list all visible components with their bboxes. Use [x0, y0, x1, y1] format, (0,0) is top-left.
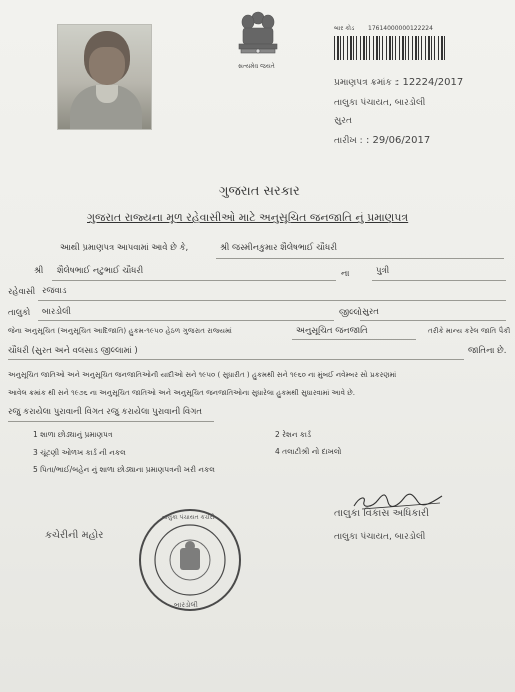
document-item: 3 ચૂંટણી ઓળખ કાર્ડ ની નકલ — [33, 448, 126, 457]
national-emblem-icon — [233, 6, 283, 70]
document-item: 2 રેશન કાર્ડ — [275, 430, 312, 439]
category-value: અનુસૂચિત જનજાતિ — [296, 326, 368, 336]
barcode — [334, 36, 446, 60]
office-seal-label: કચેરીની મહોર — [45, 530, 104, 541]
document-item: 5 પિતા/ભાઈ/બહેન નું શાળા છોડ્યાના પ્રમાણપત્રની ખરી નકલ — [33, 465, 215, 474]
para-line-2: આવેલ ક્રમાંક થી સને ૧૯૭૬ ના અનુસૂચિત જાતિઓ અને અનુસૂચિત જનજાતિઓના સુધારેલા હુકમથી સુધારવામાં આવે છે. — [8, 388, 355, 397]
village-label: રહેવાસી — [8, 287, 36, 297]
seal-top-text: તાલુકા પંચાયત કચેરી — [162, 514, 215, 521]
district-value: સુરત — [362, 307, 379, 317]
caste-value: ચૌધરી (સુરત અને વલસાડ જીલ્લામાં ) — [8, 346, 138, 356]
applicant-photo — [57, 24, 152, 130]
date-value: : 29/06/2017 — [366, 135, 431, 146]
date-label: તારીખ : — [334, 136, 363, 146]
shri-label: શ્રી — [34, 266, 44, 276]
relation-value: પુત્રી — [376, 266, 390, 276]
cert-no-label: પ્રમાણપત્ર ક્રમાંક : — [334, 78, 398, 88]
page-title: ગુજરાત સરકાર — [219, 184, 300, 199]
cert-no-value: : 12224/2017 — [396, 77, 464, 88]
intro-label: આથી પ્રમાણપત્ર આપવામાં આવે છે કે, — [60, 243, 189, 253]
father-name: શૈલેષભાઈ નટુભાઈ ચૌધરી — [57, 266, 144, 276]
officer-title: તાલુકા વિકાસ અધિકારી — [334, 508, 429, 519]
recognized-text: તરીકે માન્ય કરેલ જાતિ પૈકી — [428, 326, 511, 335]
para-line-1: અનુસૂચિત જાતિઓ અને અનુસૂચિત જનજાતિઓની યાદીઓ સને ૧૯૫૦ ( સુધારીત ) હુકમથી સને ૧૯૬૦ ના મુંબઈ નવેમ્બર સો પ્રકરણમાં — [8, 370, 397, 379]
office-seal-icon — [136, 506, 244, 614]
header-office: તાલુકા પંચાયત, બારડોલી — [334, 98, 426, 108]
taluka-value: બારડોલી — [42, 307, 71, 317]
emblem-motto: સત્યમેવ જયતે — [238, 63, 275, 70]
officer-office: તાલુકા પંચાયત, બારડોલી — [334, 532, 426, 542]
act-text: જેના અનુસૂચિત (અનુસૂચિત આદિજાતિ) હુકમ-૧૯૫૦ હેઠળ ગુજરાત રાજ્યમાં — [8, 326, 232, 335]
header-place: સુરત — [334, 116, 352, 126]
village-value: રજવાડ — [42, 286, 67, 296]
page-subtitle: ગુજરાત રાજ્યના મૂળ રહેવાસીઓ માટે અનુસૂચિત જનજાતિ નું પ્રમાણપત્ર — [87, 211, 409, 224]
district-label: જીલ્લો — [339, 308, 363, 318]
document-item: 1 શાળા છોડ્યાનું પ્રમાણપત્ર — [33, 430, 113, 439]
barcode-label: બાર કોડ — [334, 25, 355, 32]
caste-end-text: જાતિના છે. — [468, 346, 507, 356]
relation-label: ના — [341, 269, 350, 279]
seal-bottom-text: બારડોલી — [174, 601, 198, 609]
docs-heading: રજુ કરાયેલા પુરાવાની વિગત રજુ કરાયેલા પુરાવાની વિગત — [8, 407, 203, 417]
applicant-name: શ્રી જસ્મીનકુમાર શૈલેષભાઈ ચૌધરી — [220, 243, 338, 253]
barcode-number: 17614000000122224 — [368, 25, 433, 32]
taluka-label: તાલુકો — [8, 308, 31, 318]
document-item: 4 તલાટીશ્રી નો દાખલો — [275, 447, 342, 456]
